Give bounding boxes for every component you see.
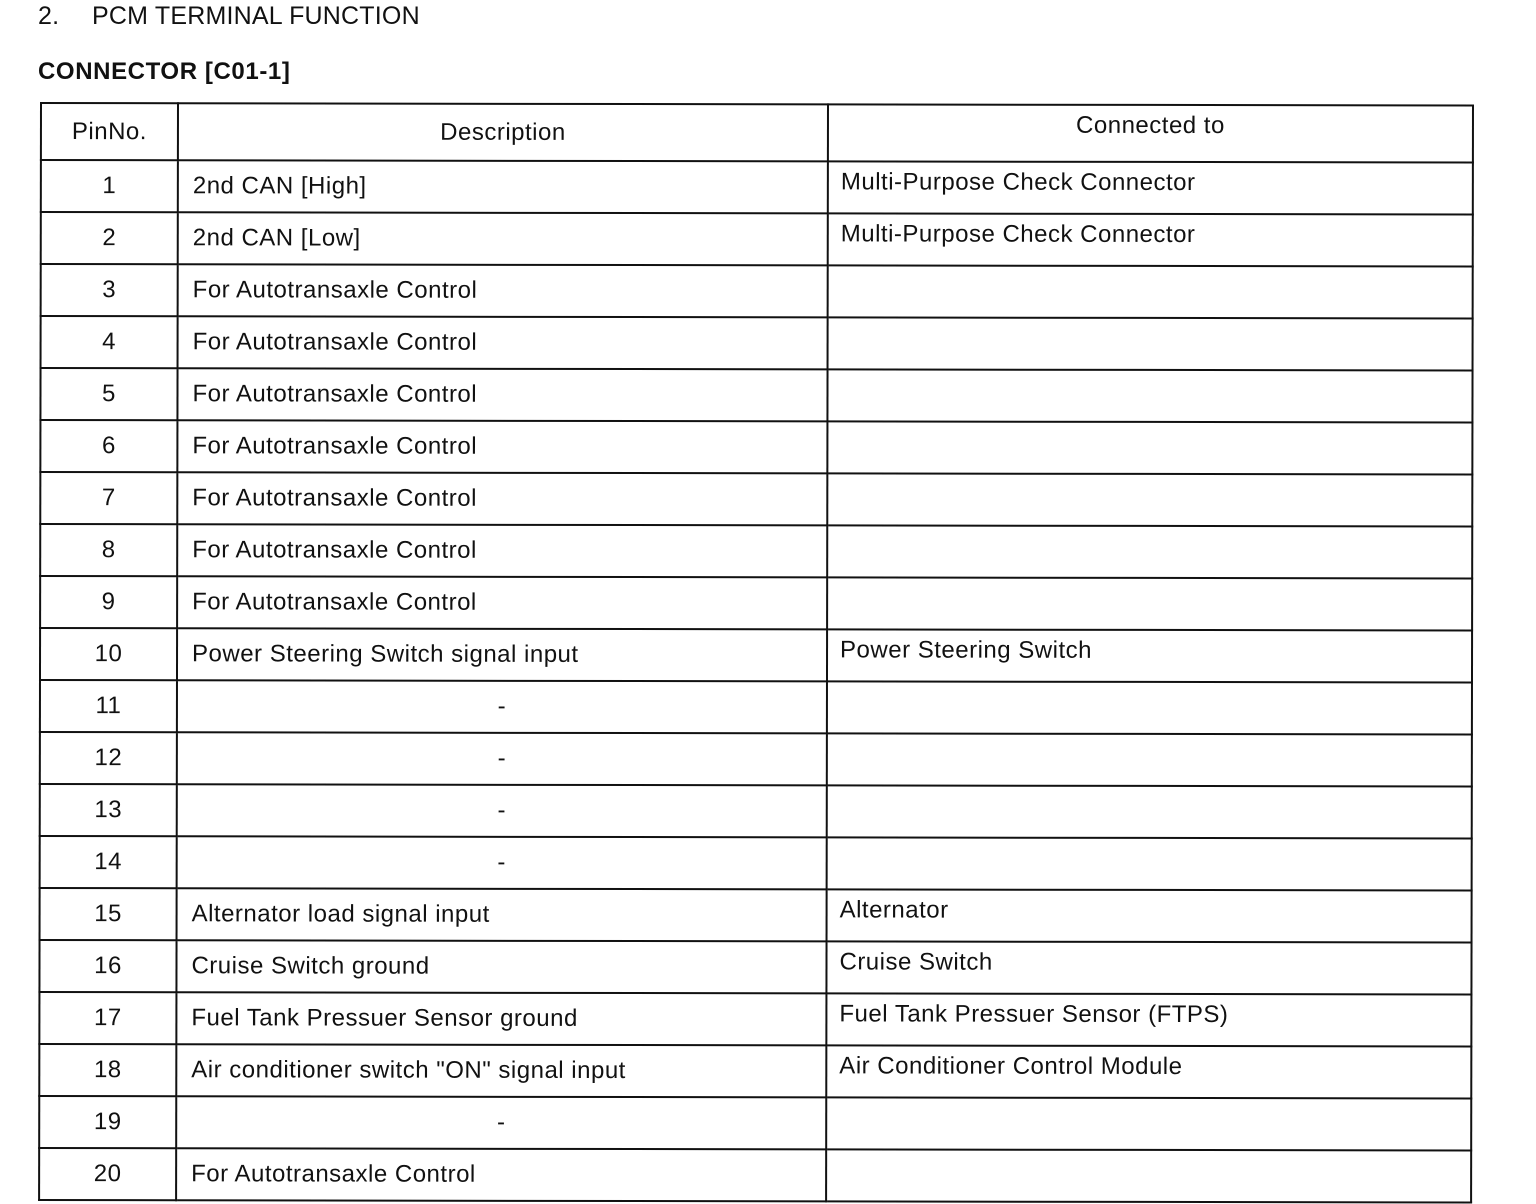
- connected-to-cell: [827, 681, 1472, 734]
- description-column-header: Description: [178, 103, 828, 161]
- connected-to-cell: Alternator: [827, 889, 1472, 942]
- description-cell: -: [176, 1096, 826, 1149]
- connected-to-cell: [827, 837, 1472, 890]
- connected-to-cell: Cruise Switch: [826, 941, 1471, 994]
- pin-number-cell: 8: [40, 524, 177, 576]
- connected-to-column-header: Connected to: [828, 104, 1473, 162]
- terminal-table-container: [38, 102, 1472, 1203]
- description-cell: Power Steering Switch signal input: [177, 628, 827, 681]
- terminal-function-table: [38, 102, 1474, 1204]
- connected-to-cell: Air Conditioner Control Module: [826, 1045, 1471, 1098]
- connected-to-cell: [826, 1097, 1471, 1150]
- table-row: [40, 576, 1472, 630]
- description-cell: For Autotransaxle Control: [178, 264, 828, 317]
- pin-number-cell: 18: [39, 1044, 176, 1096]
- connected-to-cell: Multi-Purpose Check Connector: [828, 213, 1473, 266]
- description-cell: Cruise Switch ground: [176, 940, 826, 993]
- table-row: [40, 524, 1472, 578]
- pin-number-cell: 1: [41, 160, 178, 212]
- pin-number-cell: 12: [40, 732, 177, 784]
- pin-number-cell: 16: [39, 940, 176, 992]
- table-row: [39, 1044, 1471, 1098]
- table-row: [40, 628, 1472, 682]
- pin-number-cell: 10: [40, 628, 177, 680]
- table-header-row: [41, 103, 1473, 162]
- connected-to-cell: [828, 317, 1473, 370]
- description-cell: For Autotransaxle Control: [177, 524, 827, 577]
- table-row: [41, 316, 1473, 370]
- table-row: [39, 940, 1471, 994]
- pin-number-cell: 5: [40, 368, 177, 420]
- table-row: [39, 1148, 1471, 1202]
- pin-number-cell: 7: [40, 472, 177, 524]
- table-row: [40, 836, 1472, 890]
- table-row: [40, 784, 1472, 838]
- table-row: [40, 368, 1472, 422]
- section-title: PCM TERMINAL FUNCTION: [92, 2, 420, 30]
- pin-number-cell: 3: [41, 264, 178, 316]
- pin-number-cell: 4: [41, 316, 178, 368]
- pin-number-cell: 2: [41, 212, 178, 264]
- connected-to-cell: [827, 421, 1472, 474]
- table-row: [40, 888, 1472, 942]
- table-row: [41, 264, 1473, 318]
- connected-to-cell: [827, 577, 1472, 630]
- pin-number-cell: 17: [39, 992, 176, 1044]
- table-row: [40, 420, 1472, 474]
- connected-to-cell: [827, 525, 1472, 578]
- pin-number-cell: 14: [40, 836, 177, 888]
- pin-number-cell: 6: [40, 420, 177, 472]
- connected-to-cell: Power Steering Switch: [827, 629, 1472, 682]
- table-row: [41, 212, 1473, 266]
- connected-to-cell: [826, 1149, 1471, 1202]
- connected-to-cell: [827, 473, 1472, 526]
- description-cell: For Autotransaxle Control: [177, 472, 827, 525]
- table-row: [40, 472, 1472, 526]
- connected-to-cell: Fuel Tank Pressuer Sensor (FTPS): [826, 993, 1471, 1046]
- section-heading: [38, 2, 420, 31]
- connected-to-cell: [827, 369, 1472, 422]
- pin-number-cell: 19: [39, 1096, 176, 1148]
- description-cell: -: [177, 836, 827, 889]
- connected-to-cell: [827, 785, 1472, 838]
- connected-to-cell: [828, 265, 1473, 318]
- pin-number-cell: 15: [40, 888, 177, 940]
- table-row: [39, 992, 1471, 1046]
- connected-to-cell: Multi-Purpose Check Connector: [828, 161, 1473, 214]
- table-row: [41, 160, 1473, 214]
- pin-number-cell: 13: [40, 784, 177, 836]
- description-cell: For Autotransaxle Control: [176, 1148, 826, 1201]
- connected-to-cell: [827, 733, 1472, 786]
- description-cell: For Autotransaxle Control: [177, 420, 827, 473]
- pin-number-cell: 20: [39, 1148, 176, 1200]
- description-cell: 2nd CAN [Low]: [178, 212, 828, 265]
- description-cell: For Autotransaxle Control: [177, 368, 827, 421]
- description-cell: Air conditioner switch "ON" signal input: [176, 1044, 826, 1097]
- description-cell: For Autotransaxle Control: [177, 576, 827, 629]
- pin-number-cell: 9: [40, 576, 177, 628]
- description-cell: -: [177, 680, 827, 733]
- description-cell: For Autotransaxle Control: [178, 316, 828, 369]
- table-row: [40, 732, 1472, 786]
- pin-column-header: PinNo.: [41, 103, 178, 160]
- connector-title: CONNECTOR [C01-1]: [38, 58, 291, 85]
- table-body: [39, 160, 1473, 1202]
- description-cell: Alternator load signal input: [177, 888, 827, 941]
- description-cell: Fuel Tank Pressuer Sensor ground: [176, 992, 826, 1045]
- description-cell: -: [177, 784, 827, 837]
- description-cell: -: [177, 732, 827, 785]
- description-cell: 2nd CAN [High]: [178, 160, 828, 213]
- pin-number-cell: 11: [40, 680, 177, 732]
- table-row: [40, 680, 1472, 734]
- table-row: [39, 1096, 1471, 1150]
- section-number: 2.: [38, 2, 60, 30]
